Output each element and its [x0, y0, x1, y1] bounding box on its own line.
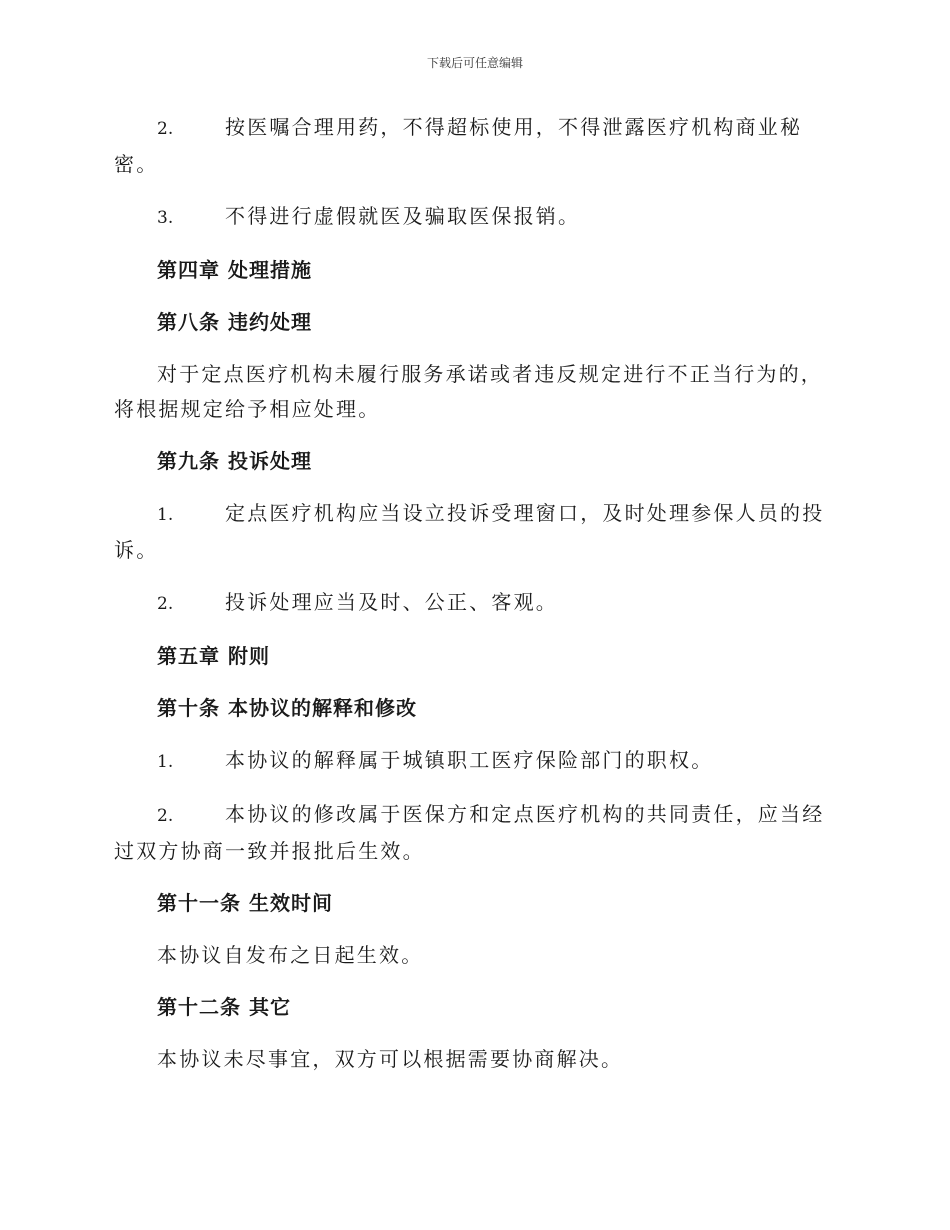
article-heading: 第十一条 生效时间	[157, 891, 333, 915]
list-item-text: 本协议的解释属于城镇职工医疗保险部门的职权。	[225, 748, 714, 772]
list-item-text: 按医嘱合理用药，不得超标使用，不得泄露医疗机构商业秘密。	[114, 115, 803, 176]
body-paragraph: 对于定点医疗机构未履行服务承诺或者违反规定进行不正当行为的，将根据规定给予相应处理。	[114, 362, 823, 421]
article-heading: 第十条 本协议的解释和修改	[157, 696, 417, 720]
article-heading: 第八条 违约处理	[157, 310, 312, 334]
document-body	[114, 110, 834, 1094]
list-item	[114, 797, 834, 869]
body-paragraph: 本协议未尽事宜，双方可以根据需要协商解决。	[157, 1047, 624, 1071]
list-item-text: 定点医疗机构应当设立投诉受理窗口，及时处理参保人员的投诉。	[114, 501, 825, 562]
list-item	[114, 110, 834, 182]
list-item-number: 1.	[157, 752, 174, 772]
chapter-heading: 第四章 处理措施	[157, 258, 312, 282]
list-item-text: 投诉处理应当及时、公正、客观。	[225, 590, 558, 614]
list-item	[114, 199, 834, 236]
list-item-number: 2.	[157, 594, 174, 614]
page-header: 下载后可任意编辑	[426, 56, 523, 70]
article-heading: 第九条 投诉处理	[157, 449, 312, 473]
chapter-heading: 第五章 附则	[157, 644, 270, 668]
list-item-number: 1.	[157, 505, 174, 525]
list-item-text: 本协议的修改属于医保方和定点医疗机构的共同责任，应当经过双方协商一致并报批后生效。	[114, 802, 825, 863]
article-heading: 第十二条 其它	[157, 995, 291, 1019]
list-item-number: 2.	[157, 119, 174, 139]
body-paragraph: 本协议自发布之日起生效。	[157, 943, 424, 967]
list-item-text: 不得进行虚假就医及骗取医保报销。	[225, 204, 581, 228]
list-item	[114, 743, 834, 780]
list-item	[114, 496, 834, 568]
list-item-number: 3.	[157, 208, 174, 228]
list-item	[114, 585, 834, 622]
list-item-number: 2.	[157, 806, 174, 826]
